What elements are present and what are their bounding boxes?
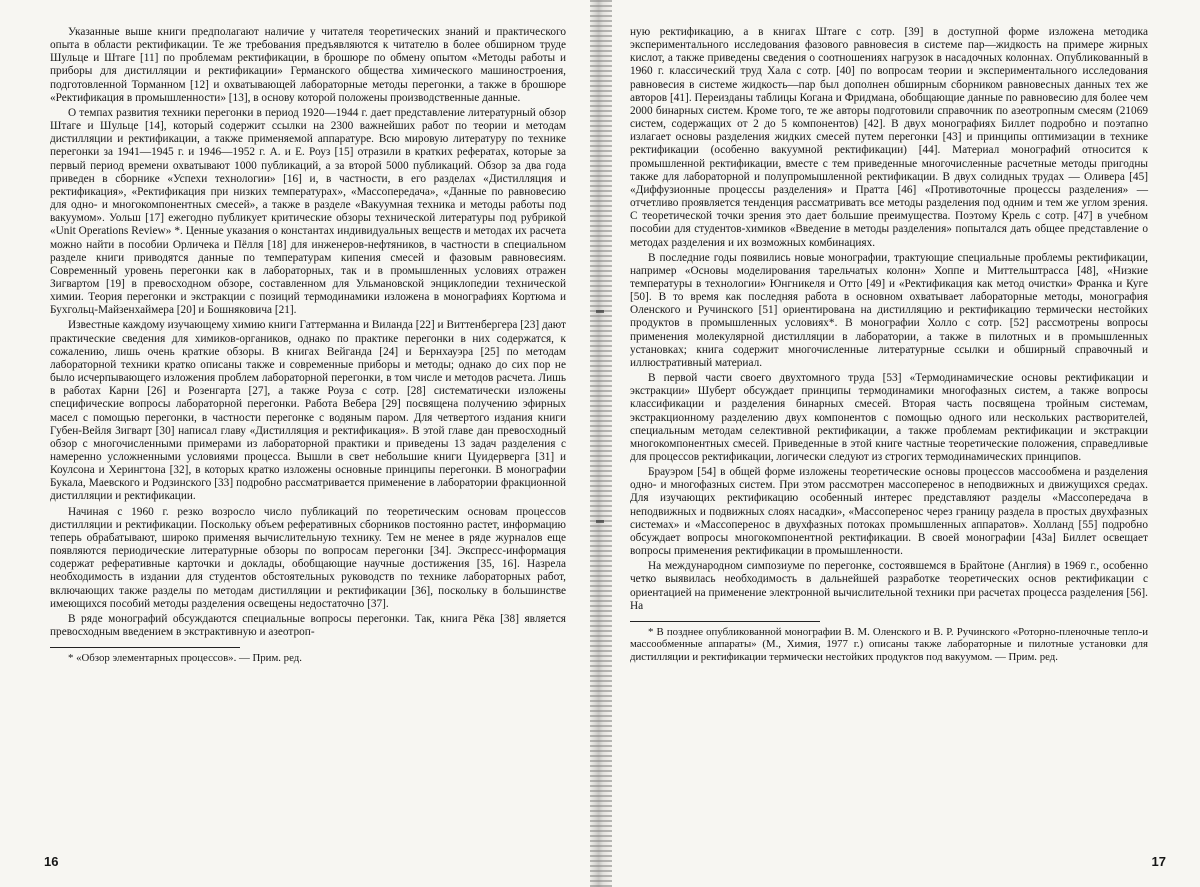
paragraph: ную ректификацию, а в книгах Штаге с сотр. [39] в доступной форме изложена методика экспериментального исследования фазового равновесия в системе пар—жидкость на примере жирных кислот, а также приведены сведения о соотношениях нагрузок в насадочных колоннах. Опубликованный в 1960 г. классический труд Хала с сотр. [40] по вопросам теории и экспериментального исследования равновесия в системе жидкость—пар был дополнен обширным сборником равновесных данных тех же авторов [41]. Переизданы таблицы Когана и Фридмана, обобщающие данные по равновесию для более чем 2000 бинарных систем. Кроме того, те же авторы подготовили справочник по азеотропным смесям (21069 систем, содержащих от 2 до 5 компонентов) [42]. В двух монографиях Биллет подробно и поэтапно излагает основы разделения жидких смесей путем перегонки [43] и принципы оптимизации в технике ректификации (особенно вакуумной ректификации) [44]. Материал монографий относится к промышленной ректификации, вместе с тем приведенные многочисленные расчетные методы пригодны также для лабораторной и полупромышленной ректификации. В двух солидных трудах — Оливера [45] «Диффузионные процессы разделения» и Пратта [46] «Противоточные процессы разделения» — отчетливо проявляется тенденция рассматривать все методы разделения под одним и тем же углом зрения. С теоретической точки зрения это дает большие преимущества. Поэтому Крель с сотр. [47] в учебном пособии для студентов-химиков «Введение в методы разделения» попытался дать общее представление о методах разделения и их возможных комбинациях. — [630, 26, 1148, 249]
book-gutter-shadow — [590, 0, 612, 887]
paragraph: Известные каждому изучающему химию книги Гаттерманна и Виланда [22] и Виттенбергера [23] дают практические сведения для химиков-органиков, однако по практике перегонки в них содержатся, к сожалению, лишь очень краткие обзоры. В книгах Вейганда [24] и Бернхауэра [25] по методам лабораторной техники кратко описаны также и современные приборы и методы; однако до сих пор не было исчерпывающего изложения проблем лабораторной перегонки, в том числе и методов расчета. Лишь в работах Карни [26] и Розенгарта [27], а также Роуза с сотр. [28] систематически изложены специфические вопросы лабораторной перегонки. Работа Вебера [29] посвящена получению эфирных масел с помощью перегонки, в частности перегонке с водяным паром. Для четвертого издания книги Губен-Вейля Зигварт [30] написал главу «Дистилляция и ректификация». В этой главе дан превосходный обзор с многочисленными примерами из лабораторной практики и приведены 13 задач разделения с намеренно усложненными условиями процесса. Вышли в свет небольшие книги Цуидерверга [31] и Коулсона и Херингтона [32], в которых кратко изложены основные принципы перегонки. В монографии Букала, Маевского и Родзинского [33] подробно рассматривается применение в лаборатории фракционной дистилляции и ректификации. — [50, 319, 566, 503]
paragraph: В последние годы появились новые монографии, трактующие специальные проблемы ректификации, например «Основы моделирования тарельчатых колонн» Хоппе и Миттельштрасса [48], «Низкие температуры в технологии» Юнгникеля и Отто [49] и «Ректификация как метод очистки» Франка и Куге [50]. В то время как последняя работа в основном охватывает лабораторные методы, монография Оленского и Ручинского [51] ориентирована на дистилляцию и ректификацию термически нестойких продуктов в промышленных условиях*. В монографии Холло с сотр. [52] рассмотрены вопросы применения молекулярной дистилляции в лаборатории, а также в пилотных и в промышленных установках; книга содержит многочисленные литературные ссылки и обширный справочный и иллюстративный материал. — [630, 251, 1148, 369]
paragraph: В первой части своего двухтомного труда [53] «Термодинамические основы ректификации и экстракции» Шуберт обсуждает принципы термодинамики многофазных систем, а также вопросы классификации и разделения бинарных смесей. Вторая часть посвящена тройным системам, экстракционному разделению двух компонентов с помощью одного или нескольких растворителей, специальным методам селективной ректификации, а также проблемам ректификации и экстракции многокомпонентных смесей. Приведенные в этой книге частные теоретические положения, справедливые для процессов ректификации, логически следуют из строгих термодинамических принципов. — [630, 372, 1148, 463]
page-number: 17 — [1151, 854, 1166, 869]
footnote: * В позднее опубликованной монографии В. М. Оленского и В. Р. Ручинского «Роторно-пленочные тепло-и массообменные аппараты» (М., Химия, 1977 г.) описаны также лабораторные и пилотные установки для дистилляции и ректификации термически нестойких продуктов под вакуумом. — Прим. ред. — [630, 625, 1148, 664]
paragraph: В ряде монографий обсуждаются специальные вопросы перегонки. Так, книга Рёка [38] является превосходным введением в экстрактивную и азеотроп- — [50, 612, 566, 639]
paragraph: Начиная с 1960 г. резко возросло число публикаций по теоретическим основам процессов дистилляции и ректификации. Поскольку объем реферативных сборников постоянно растет, информацию теперь обрабатывают, широко применяя вычислительную технику. Тем не менее в ряде журналов еще появляются периодические литературные обзоры по вопросам перегонки [34]. Экспресс-информация содержат реферативные карточки и доклады, обобщающие научные достижения [35, 16]. Назрела необходимость в издании для студентов обстоятельных руководств по технике лабораторных работ, включающих также разделы по методам дистилляции и ректификации [36], поскольку в большинстве имеющихся пособий методы разделения освещены недостаточно [37]. — [50, 505, 566, 610]
gutter-scan-mark — [596, 520, 604, 523]
right-page — [600, 0, 1200, 887]
right-page-body — [630, 26, 1148, 613]
paragraph: Указанные выше книги предполагают наличие у читателя теоретических знаний и практического опыта в области ректификации. Те же требования предъявляются к читателю в более обширном труде Шульце и Штаге [11] по проблемам ректификации, в брошюре по обмену опытом «Методы работы и приборы для дистилляции и ректификации» Германского общества химического машиностроения, подготовленной Торманном [12] и охватывающей лабораторные методы перегонки, а также в брошюре «Ректификация в промышленности» [13], в основу которой положены производственные данные. — [50, 26, 566, 104]
footnote-rule — [630, 621, 820, 622]
gutter-scan-mark — [596, 310, 604, 313]
paragraph: О темпах развития техники перегонки в период 1920—1944 г. дает представление литературный обзор Штаге и Шульце [14], который содержит ссылки на 2300 важнейших работ по теории и методам дистилляции и ректификации, а также применяемой аппаратуре. Всю мировую литературу по технике перегонки за 1941—1945 г. и 1946—1952 г. А. и Е. Роуз [15] отразили в кратких рефератах, которые за первый период времени охватывают 1000 публикаций, а за второй 5000 публикаций. Обзор за два года приведен в сборнике «Успехи технологии» [16] и, в частности, в его разделах «Дистилляция и ректификация», «Ректификация при низких температурах», «Массопередача», «Данные по равновесию для одно- и многокомпонентных смесей», а также в разделе «Вакуумная техника и методы работы под вакуумом». Уольш [17] ежегодно публикует критические обзоры технической литературы под рубрикой «Unit Operations Review» *. Ценные указания о константах индивидуальных веществ и методах их расчета можно найти в пособии Орличека и Пёлля [18] для инженеров-нефтяников, в частности в специальном разделе книги приводятся данные по температурам кипения смесей и фазовым равновесиям. Современный уровень перегонки как в лабораторных, так и в промышленных условиях отражен Зигвартом [19] в превосходном обзоре, составленном для Ульмановской энциклопедии технической химии. Теория перегонки и экстракции с позиций термодинамики изложена в монографиях Кортюма и Бухгольц-Майзенхаймера [20] и Бошняковича [21]. — [50, 106, 566, 317]
footnote-rule — [50, 647, 240, 648]
left-page-body — [50, 26, 566, 639]
paragraph: Брауэром [54] в общей форме изложены теоретические основы процессов массообмена и разделения одно- и многофазных систем. При этом рассмотрен массоперенос в неподвижных и движущихся средах. Для изучающих ректификацию особенный интерес представляют разделы «Массопередача в неподвижных и подвижных слоях насадки», «Массоперенос через границу раздела в простых двухфазных системах» и «Массоперенос в двухфазных потоках промышленных аппаратов». Холланд [55] подробно обсуждает вопросы многокомпонентной ректификации. В своей монографии [43а] Биллет освещает вопросы применения ректификации в промышленности. — [630, 466, 1148, 558]
page-number: 16 — [44, 854, 59, 869]
footnote: * «Обзор элементарных процессов». — Прим. ред. — [68, 652, 302, 665]
paragraph: На международном симпозиуме по перегонке, состоявшемся в Брайтоне (Англия) в 1969 г., особенно четко выявилась необходимость в дальнейшей разработке теоретических основ ректификации с ориентацией на применение электронной вычислительной техники при расчетах процесса разделения [56]. На — [630, 560, 1148, 612]
